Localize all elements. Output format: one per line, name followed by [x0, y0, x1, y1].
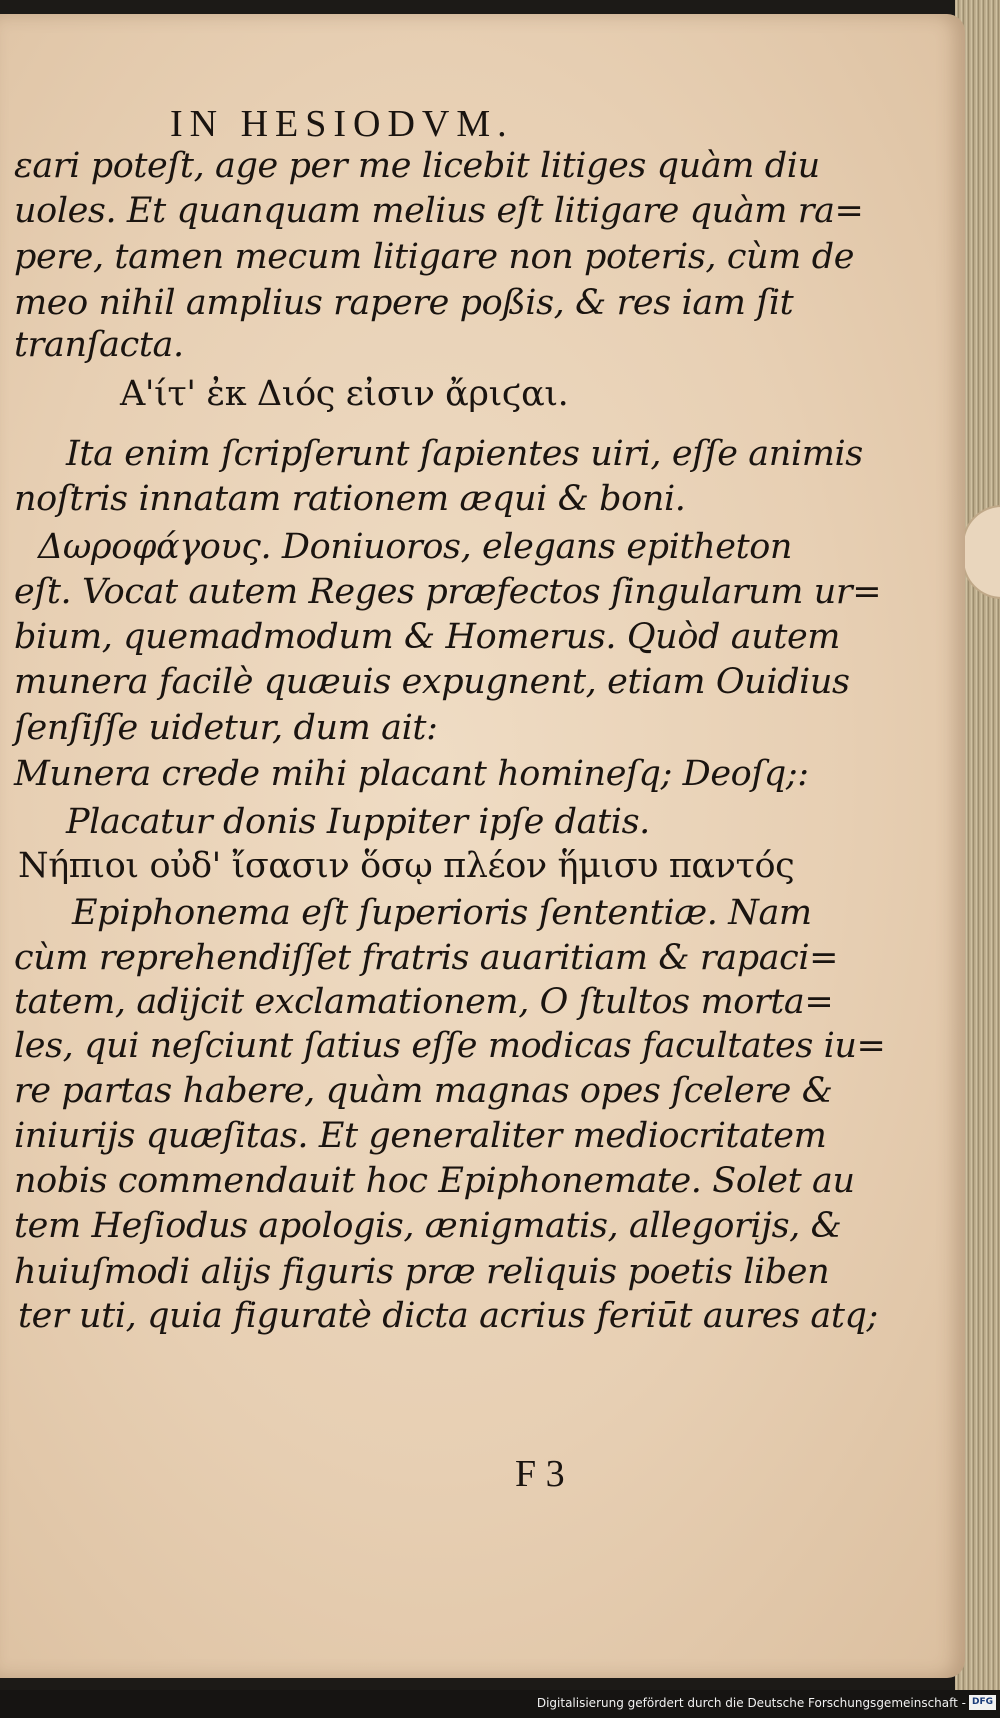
text-line: Epiphonema eſt ſuperioris ſententiæ. Nam: [72, 893, 812, 933]
text-line: Ita enim ſcripſerunt ſapientes uiri, eſſe animis: [66, 434, 863, 474]
text-line: noſtris innatam rationem æqui & boni.: [14, 479, 686, 519]
text-line: Placatur donis Iuppiter ipſe datis.: [66, 802, 650, 842]
signature-mark: F 3: [515, 1453, 565, 1495]
text-line: cùm reprehendiſſet fratris auaritiam & rapaci=: [14, 938, 839, 978]
text-line: uoles. Et quanquam melius eſt litigare quàm ra=: [14, 191, 864, 231]
text-line: Α'ίτ' ἐκ Διός εἰσιν ἄριϛαι.: [120, 374, 569, 414]
text-line: Δωροφάγους. Doniuoros, elegans epitheton: [38, 527, 793, 567]
text-line: huiuſmodi alijs figuris præ reliquis poetis liben: [14, 1252, 830, 1292]
text-line: pere, tamen mecum litigare non poteris, cùm de: [14, 237, 855, 277]
text-line: les, qui neſciunt ſatius eſſe modicas facultates iu=: [14, 1026, 886, 1066]
text-line: re partas habere, quàm magnas opes ſcelere &: [14, 1071, 833, 1111]
text-line: tatem, adijcit exclamationem, O ſtultos morta=: [14, 982, 834, 1022]
text-line: ſenſiſſe uidetur, dum ait:: [14, 708, 438, 748]
text-line: tem Heſiodus apologis, ænigmatis, allegorijs, &: [14, 1206, 842, 1246]
text-line: Munera crede mihi placant homineſq; Deoſq;:: [14, 754, 809, 794]
text-line: bium, quemadmodum & Homerus. Quòd autem: [14, 617, 841, 657]
text-line: meo nihil amplius rapere poßis, & res iam ſit: [14, 283, 794, 323]
digitization-credit: Digitalisierung gefördert durch die Deutsche Forschungsgemeinschaft -: [536, 1696, 966, 1710]
text-line: tranſacta.: [14, 325, 184, 365]
text-line: eſt. Vocat autem Reges præfectos ſingularum ur=: [14, 572, 882, 612]
text-line: nobis commendauit hoc Epiphonemate. Solet au: [14, 1161, 855, 1201]
text-line: ɛari poteſt, age per me licebit litiges quàm diu: [14, 146, 820, 186]
running-head: IN HESIODVM.: [170, 103, 514, 145]
dfg-logo: DFG: [969, 1695, 996, 1710]
book-page: [0, 14, 965, 1678]
text-line: ter uti, quia figuratè dicta acrius feriūt aures atq;: [18, 1296, 878, 1336]
text-line: iniurijs quæſitas. Et generaliter mediocritatem: [14, 1116, 827, 1156]
text-line: munera facilè quæuis expugnent, etiam Ouidius: [14, 662, 850, 702]
text-line: Νήπιοι οὐδ' ἴσασιν ὅσῳ πλέον ἥμισυ παντός: [18, 846, 795, 886]
